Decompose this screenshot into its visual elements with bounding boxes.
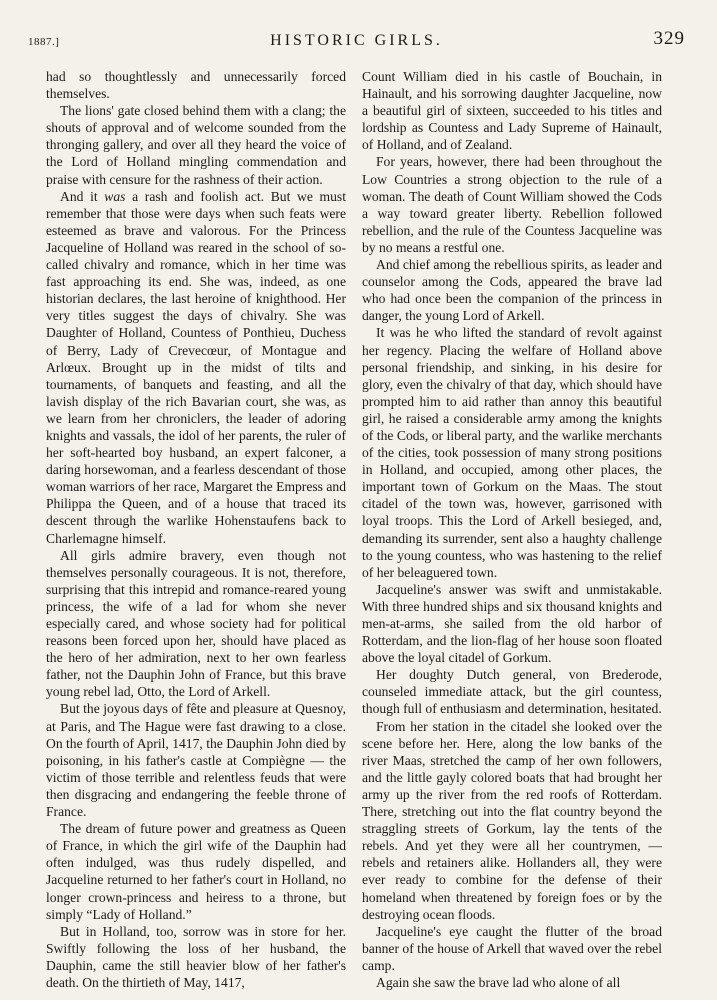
paragraph: From her station in the citadel she looked over the scene before her. Here, along the low banks of the river Maas, stretched the camp of her own followers, and the little gayly colored boats that had brought her army up the river from the red roofs of Rotterdam. There, stretching out into the flat country beyond the straggling streets of Gorkum, lay the tents of the rebels. And yet they were all her countrymen, — rebels and retainers alike. Hollanders all, they were ever ready to combine for the defense of their homeland when threatened by foreign foes or by the destroying ocean floods. <box>362 718 662 922</box>
right-column <box>362 68 662 991</box>
paragraph: But the joyous days of fête and pleasure at Quesnoy, at Paris, and The Hague were fast drawing to a close. On the fourth of April, 1417, the Dauphin John died by poisoning, in his father's castle at Compiègne — the victim of those terrible and relentless feuds that were then disgracing and endangering the feeble throne of France. <box>46 701 346 820</box>
running-head <box>28 28 685 56</box>
paragraph: All girls admire bravery, even though not themselves personally courageous. It is not, therefore, surprising that this intrepid and romance-reared young princess, the wife of a lad for whom she never especially cared, and whose society had for political reasons been forced upon her, should have placed as the hero of her admiration, next to her own fearless father, not the Dauphin John of France, but this brave young rebel lad, Otto, the Lord of Arkell. <box>46 547 346 700</box>
page-number: 329 <box>653 28 685 49</box>
paragraph <box>46 188 346 547</box>
left-column <box>46 68 346 991</box>
running-title: HISTORIC GIRLS. <box>270 32 443 49</box>
paragraph: The lions' gate closed behind them with a clang; the shouts of approval and of welcome sounded from the thronging gallery, and over all they heard the voice of the Lord of Holland mingling commendation and praise with censure for the rashness of their action. <box>46 103 346 187</box>
emphasis: was <box>104 188 126 204</box>
paragraph: Jacqueline's eye caught the flutter of the broad banner of the house of Arkell that waved over the rebel camp. <box>362 923 662 973</box>
paragraph: Count William died in his castle of Bouchain, in Hainault, and his sorrowing daughter Jacqueline, now a beautiful girl of sixteen, succeeded to his titles and lordship as Countess and Lady Supreme of Hainault, of Holland, and of Zealand. <box>362 69 662 153</box>
paragraph: Again she saw the brave lad who alone of all <box>376 974 621 990</box>
paragraph: For years, however, there had been throughout the Low Countries a strong objection to the rule of a woman. The death of Count William showed the Cods a way toward greater liberty. Rebellion followed rebellion, and the rule of the Countess Jacqueline was by no means a restful one. <box>362 154 662 255</box>
text-run: a rash and foolish act. But we must remember that those were days when such feats were esteemed as brave and valorous. For the Princess Jacqueline of Holland was reared in the school of so-called chivalry and romance, which in her time was fast approaching its end. She was, indeed, as one historian declares, the last heroine of knighthood. Her very titles suggest the days of chivalry. She was Daughter of Holland, Countess of Ponthieu, Duchess of Berry, Lady of Crevecœur, of Montague and Arlœux. Brought up in the midst of tilts and tournaments, of banquets and feasting, and all the lavish display of the rich Bavarian court, she was, as we learn from her chroniclers, the leader of adoring knights and vassals, the idol of her parents, the ruler of her soft-hearted boy husband, an expert falconer, a daring horsewoman, and a fearless descendant of those woman warriors of her race, Margaret the Empress and Philippa the Queen, and of a house that traced its descent through the warlike Hohenstaufens back to Charlemagne himself. <box>46 188 346 546</box>
paragraph: But in Holland, too, sorrow was in store for her. Swiftly following the loss of her husband, the Dauphin, came the still heavier blow of her father's death. On the thirtieth of May, 1417, <box>46 923 346 990</box>
issue-year: 1887.] <box>28 36 60 48</box>
paragraph: It was he who lifted the standard of revolt against her regency. Placing the welfare of Holland above personal friendship, and sinking, in his desire for glory, even the chivalry of that day, which should have prompted him to aid rather than annoy this beautiful girl, he raised a considerable army among the knights of the Cods, or liberal party, and the warlike merchants of the cities, took possession of many strong positions in Holland, and occupied, among other places, the important town of Gorkum on the Maas. The stout citadel of the town was, however, garrisoned with loyal troops. This the Lord of Arkell besieged, and, demanding its surrender, sent also a haughty challenge to the young countess, who was hastening to the relief of her beleaguered town. <box>362 325 662 580</box>
paragraph: Her doughty Dutch general, von Brederode, counseled immediate attack, but the girl countess, though full of enthusiasm and determination, hesitated. <box>362 667 662 717</box>
paragraph: had so thoughtlessly and unnecessarily forced themselves. <box>46 69 346 102</box>
paragraph: Jacqueline's answer was swift and unmistakable. With three hundred ships and six thousand knights and men-at-arms, she sailed from the old harbor of Rotterdam, and the lion-flag of her house soon floated above the loyal citadel of Gorkum. <box>362 581 662 666</box>
text-run: And it <box>60 188 105 204</box>
paragraph: And chief among the rebellious spirits, as leader and counselor among the Cods, appeared the brave lad who had once been the companion of the princess in danger, the young Lord of Arkell. <box>362 257 662 324</box>
paragraph: The dream of future power and greatness as Queen of France, in which the girl wife of the Dauphin had often indulged, was thus rudely dispelled, and Jacqueline returned to her father's court in Holland, no longer crown-princess and heiress to a throne, but simply “Lady of Holland.” <box>46 821 346 922</box>
